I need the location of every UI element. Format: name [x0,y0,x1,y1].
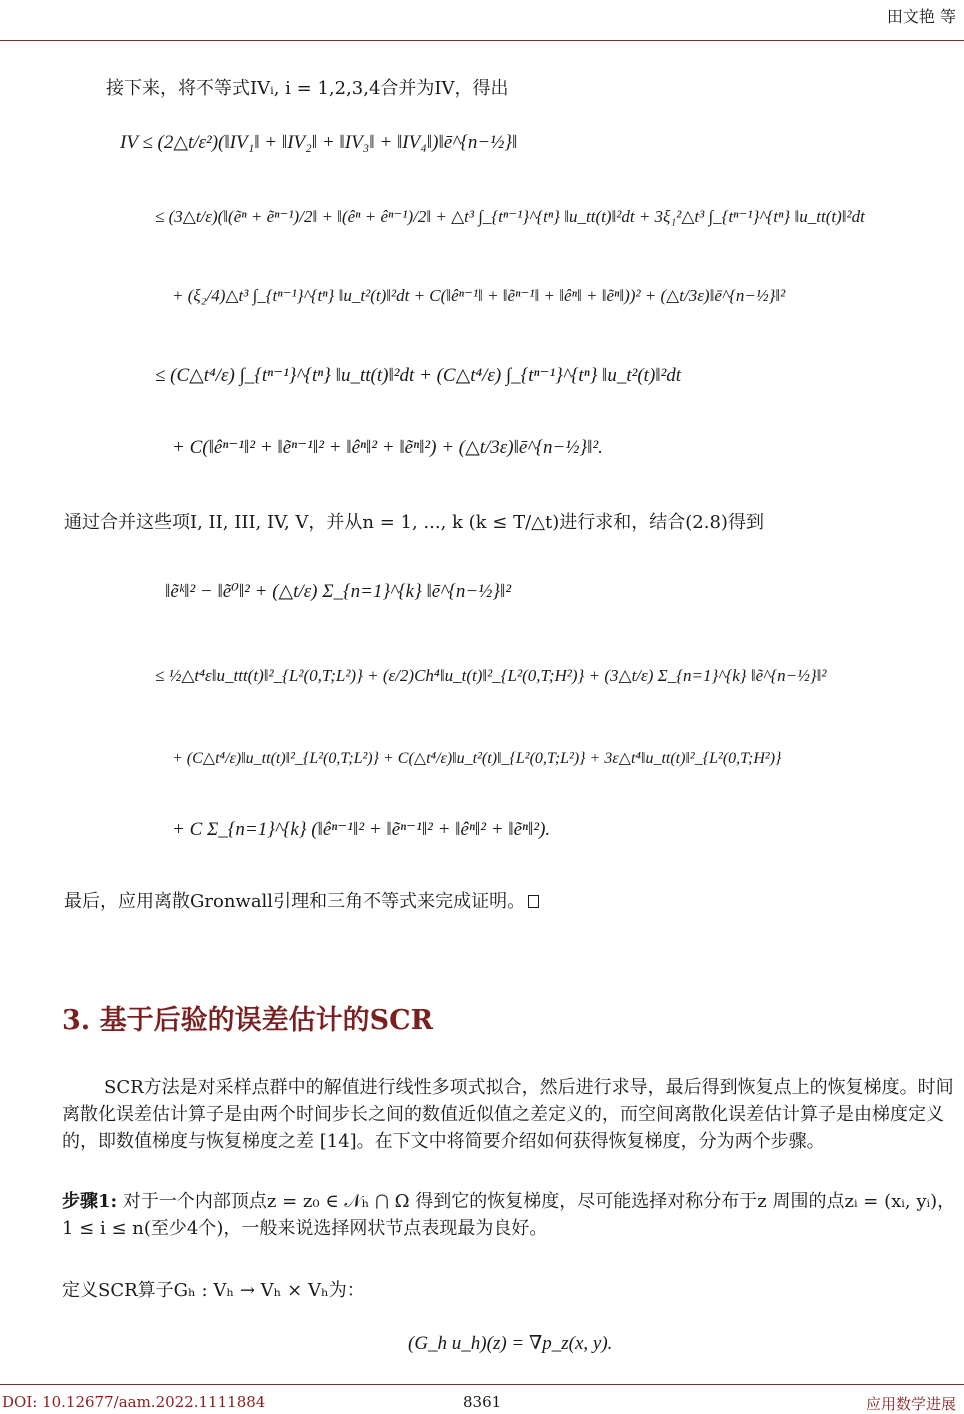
equation-sum-line-2: ≤ ½△t⁴ε‖u_ttt(t)‖²_{L²(0,T;L²)} + (ε/2)Ch⁴‖u_t(t)‖²_{L²(0,T;H²)} + (3△t/ε) Σ_{n=1}^{k} ‖ẽ^{n−½}‖² [155,666,827,685]
equation-iv-line-4: ≤ (C△t⁴/ε) ∫_{tⁿ⁻¹}^{tⁿ} ‖u_tt(t)‖²dt + (C△t⁴/ε) ∫_{tⁿ⁻¹}^{tⁿ} ‖u_t²(t)‖²dt [155,365,682,386]
equation-sum-line-4: + C Σ_{n=1}^{k} (‖êⁿ⁻¹‖² + ‖ẽⁿ⁻¹‖² + ‖êⁿ‖² + ‖ẽⁿ‖²). [172,819,551,840]
paragraph-conclusion [64,888,964,915]
section-title: 基于后验的误差估计的SCR [99,1005,434,1036]
header-rule [0,40,964,41]
equation-iv-line-2: ≤ (3△t/ε)(‖(ẽⁿ + ẽⁿ⁻¹)/2‖ + ‖(êⁿ + êⁿ⁻¹)/2‖ + △t³ ∫_{tⁿ⁻¹}^{tⁿ} ‖u_tt(t)‖²dt + 3ξ₁²△t³ ∫_{tⁿ⁻¹}^{tⁿ} ‖u_tt(t)‖²dt [155,207,865,226]
equation-iv-line-5: + C(‖êⁿ⁻¹‖² + ‖ẽⁿ⁻¹‖² + ‖êⁿ‖² + ‖ẽⁿ‖²) + (△t/3ε)‖ē^{n−½}‖². [172,437,603,458]
footer-page-number: 8361 [463,1393,502,1411]
equation-sum-line-3: + (C△t⁴/ε)‖u_tt(t)‖²_{L²(0,T;L²)} + C(△t⁴/ε)‖u_t²(t)‖_{L²(0,T;L²)} + 3ε△t⁴‖u_tt(t)‖²_{L²(0,T;H²)} [172,750,782,767]
step1-text: 对于一个内部顶点z = z₀ ∈ 𝒩ₕ ⋂ Ω 得到它的恢复梯度，尽可能选择对称分布于z 周围的点zᵢ = (xᵢ, yᵢ)，1 ≤ i ≤ n(至少4个)，一般来说选择网状节点表现最为良好。 [62,1191,956,1239]
paragraph-scr-description: SCR方法是对采样点群中的解值进行线性多项式拟合，然后进行求导，最后得到恢复点上的恢复梯度。时间离散化误差估计算子是由两个时间步长之间的数值近似值之差定义的，而空间离散化误差估计算子是由梯度定义的，即数值梯度与恢复梯度之差 [14]。在下文中将简要介绍如何获得恢复梯度，分为两个步骤。 [62,1077,954,1152]
equation-iv-line-3: + (ξ₂/4)△t³ ∫_{tⁿ⁻¹}^{tⁿ} ‖u_t²(t)‖²dt + C(‖êⁿ⁻¹‖ + ‖ẽⁿ⁻¹‖ + ‖êⁿ‖ + ‖ẽⁿ‖))² + (△t/3ε)‖ē^{n−½}‖² [172,286,786,305]
scr-definition-line: 定义SCR算子Gₕ : Vₕ → Vₕ × Vₕ为： [62,1280,365,1301]
equation-sum-line-1: ‖ẽᵏ‖² − ‖ẽ⁰‖² + (△t/ε) Σ_{n=1}^{k} ‖ē^{n−½}‖² [165,581,512,602]
conclusion-text: 最后，应用离散Gronwall引理和三角不等式来完成证明。 [64,891,526,912]
paragraph-intro: 接下来，将不等式IVᵢ, i = 1,2,3,4合并为IV，得出 [106,78,509,99]
paragraph-summation: 通过合并这些项I, II, III, IV, V，并从n = 1, ..., k (k ≤ T/△t)进行求和，结合(2.8)得到 [64,512,764,533]
footer-journal-name: 应用数学进展 [865,1395,956,1413]
equation-scr-operator: (G_h u_h)(z) = ∇p_z(x, y). [408,1333,613,1354]
section-heading [62,998,433,1037]
running-header-author: 田文艳 等 [886,7,956,26]
qed-square-icon [528,895,539,908]
footer-doi: DOI: 10.12677/aam.2022.1111884 [2,1393,266,1411]
paragraph-step1 [62,1188,962,1242]
equation-iv-line-1: IV ≤ (2△t/ε²)(‖IV₁‖ + ‖IV₂‖ + ‖IV₃‖ + ‖IV₄‖)‖ē^{n−½}‖ [120,132,518,153]
section-number: 3. [62,1005,91,1036]
step1-label: 步骤1: [62,1191,118,1212]
footer-rule [0,1384,964,1385]
